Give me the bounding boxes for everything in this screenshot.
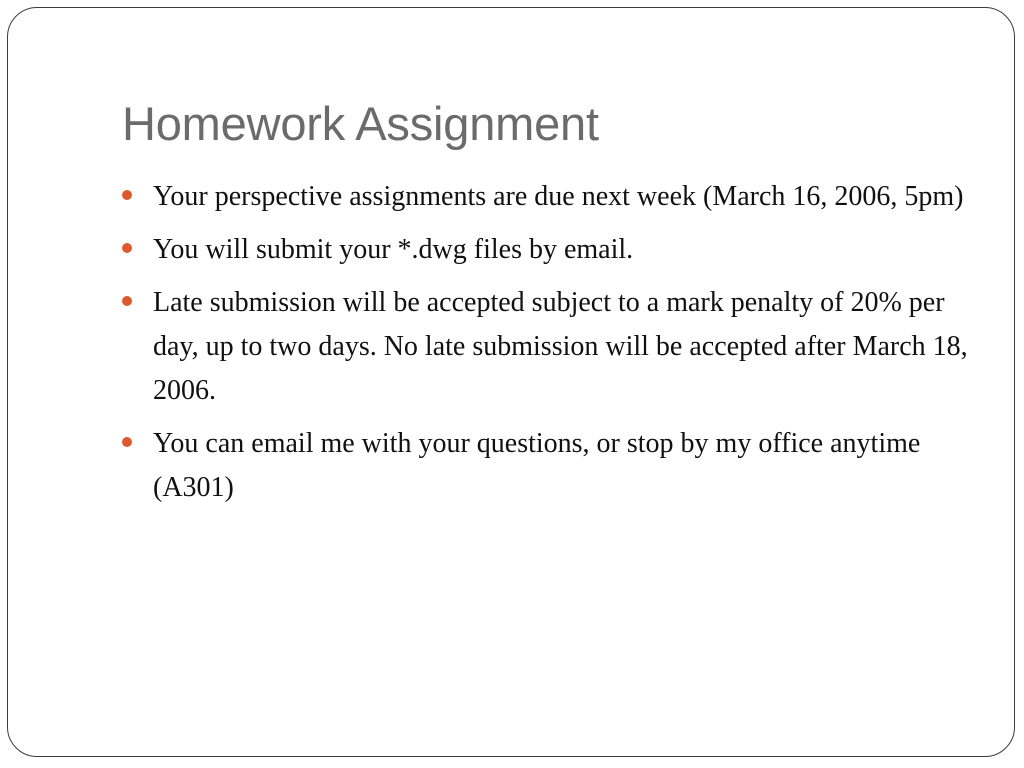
bullet-dot-icon xyxy=(122,437,132,447)
bullet-dot-icon xyxy=(122,190,132,200)
bullet-dot-icon xyxy=(122,243,132,253)
bullet-text: You can email me with your questions, or stop by my office anytime (A301) xyxy=(153,428,921,503)
bullet-item-due-date xyxy=(122,175,982,219)
bullet-item-contact xyxy=(122,422,982,510)
bullet-text: You will submit your *.dwg files by email. xyxy=(153,234,634,265)
bullet-dot-icon xyxy=(122,296,132,306)
bullet-item-submission xyxy=(122,228,982,272)
bullet-text: Your perspective assignments are due next week (March 16, 2006, 5pm) xyxy=(153,181,964,212)
slide-title: Homework Assignment xyxy=(122,97,599,150)
bullet-item-late-policy xyxy=(122,281,982,413)
bullet-text: Late submission will be accepted subject to a mark penalty of 20% per day, up to two days. No late submission will be accepted after March 18, 2006. xyxy=(153,287,968,406)
bullet-list xyxy=(122,175,982,519)
slide-frame xyxy=(7,7,1015,757)
